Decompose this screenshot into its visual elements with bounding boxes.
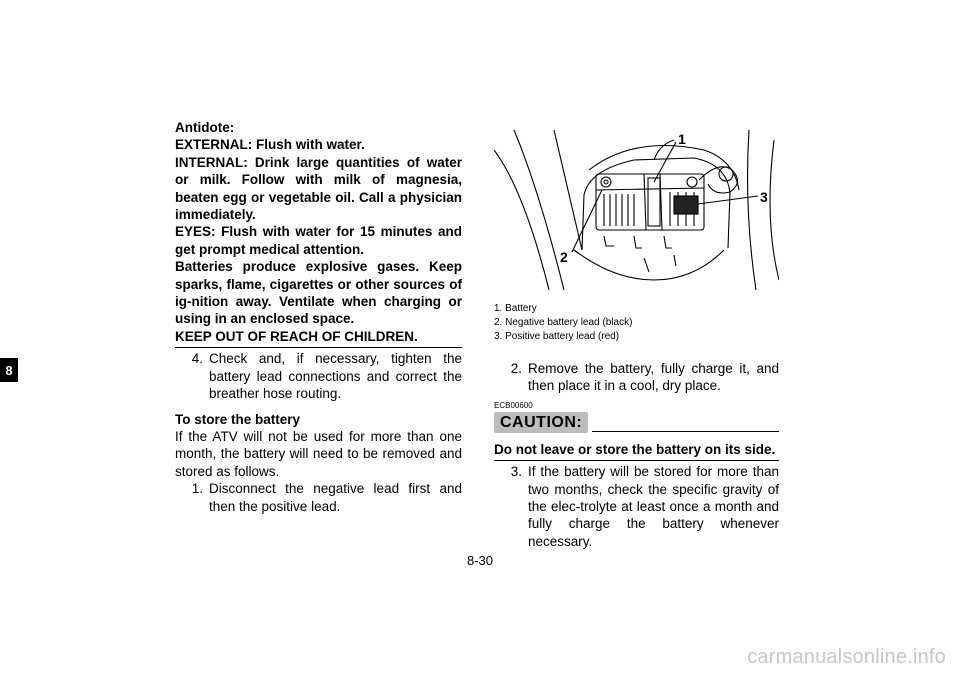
warning-block [175, 119, 462, 345]
step-number: 3. [510, 464, 522, 480]
battery-illustration [494, 130, 779, 290]
step-text: Disconnect the negative lead first and then the positive lead. [209, 481, 462, 514]
figure-label-1: 1 [678, 131, 686, 147]
callout-battery: 1. Battery [494, 303, 537, 314]
step-text: If the battery will be stored for more than two months, check the specific gravity of the elec-trolyte at least once a month and fully charge the battery whenever necessary. [528, 464, 779, 549]
external-instruction: EXTERNAL: Flush with water. [175, 137, 365, 153]
watermark: carmanualsonline.info [747, 646, 946, 668]
section-heading: To store the battery [175, 411, 301, 427]
left-column [175, 119, 462, 515]
caution-line [592, 431, 779, 432]
figure-callouts [494, 302, 779, 344]
storage-intro: If the ATV will not be used for more than one month, the battery will need to be removed and stored as follows. [175, 428, 462, 479]
right-column [494, 130, 779, 550]
figure-label-3: 3 [760, 189, 768, 205]
eyes-instruction: EYES: Flush with water for 15 minutes and get prompt medical attention. [175, 224, 462, 257]
caution-code: ECB00600 [494, 400, 533, 410]
step-number: 1. [191, 481, 203, 497]
right-steps [494, 360, 779, 550]
caution-rule [494, 460, 779, 461]
warning-rule [175, 347, 462, 348]
step-4 [175, 350, 462, 402]
caution-text: Do not leave or store the battery on its side. [494, 441, 776, 457]
antidote-heading: Antidote: [175, 120, 235, 135]
step-3 [494, 463, 779, 550]
explosive-gas-warning: Batteries produce explosive gases. Keep sparks, flame, cigarettes or other sources of ig-nition away. Ventilate when charging or using in an enclosed space. [175, 259, 462, 327]
page-number: 8-30 [466, 553, 494, 568]
children-warning: KEEP OUT OF REACH OF CHILDREN. [175, 328, 418, 344]
step-number: 2. [510, 361, 522, 376]
step-1 [175, 480, 462, 515]
callout-positive-lead: 3. Positive battery lead (red) [494, 331, 620, 342]
caution-header [494, 412, 779, 433]
battery-drawing [494, 130, 779, 290]
chapter-tab: 8 [0, 358, 18, 382]
step-number: 4. [191, 351, 203, 367]
step-2 [494, 360, 779, 395]
internal-instruction: INTERNAL: Drink large quantities of water or milk. Follow with milk of magnesia, beaten egg or vegetable oil. Call a physician immediately. [175, 154, 462, 223]
callout-negative-lead: 2. Negative battery lead (black) [494, 317, 633, 328]
step-text: Check and, if necessary, tighten the battery lead connections and correct the breather hose routing. [209, 351, 462, 402]
figure-label-2: 2 [560, 249, 568, 265]
step-text: Remove the battery, fully charge it, and then place it in a cool, dry place. [528, 361, 779, 394]
caution-label: CAUTION: [494, 412, 588, 433]
